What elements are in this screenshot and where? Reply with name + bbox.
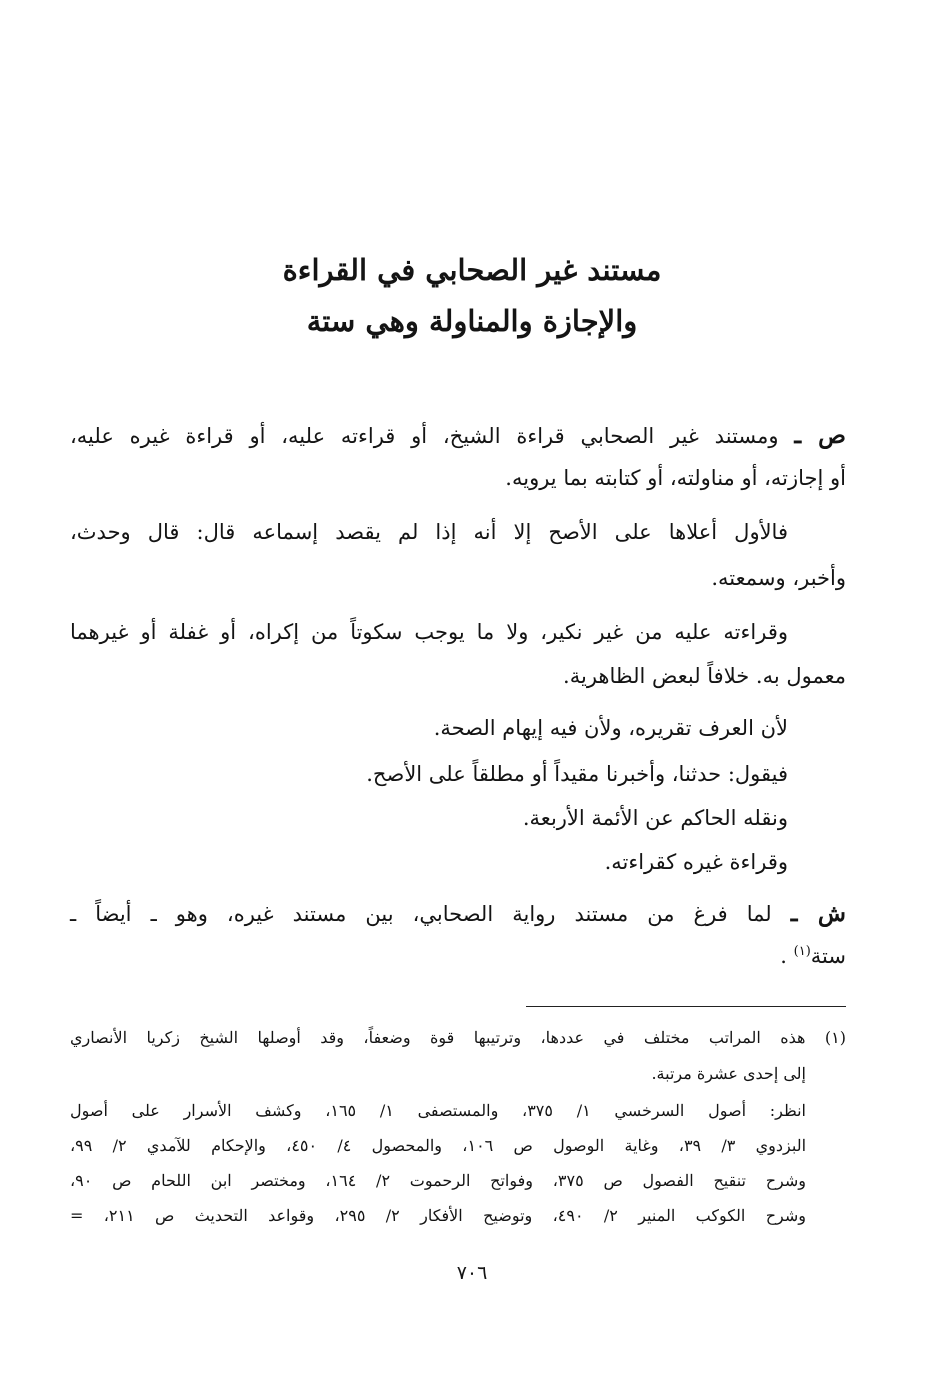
heading-line-1: مستند غير الصحابي في القراءة <box>282 253 662 287</box>
footnote-reference: (١) <box>793 944 811 959</box>
page-number: ٧٠٦ <box>456 1262 488 1284</box>
paragraph-text-line: فالأول أعلاها على الأصح إلا أنه إذا لم يقصد إسماعه قال: قال وحدث، <box>70 520 788 544</box>
footnote-line: وشرح تنقيح الفصول ص ٣٧٥، وفواتح الرحموت ٢/ ١٦٤، ومختصر ابن اللحام ص ٩٠، <box>70 1171 807 1190</box>
paragraph-text-line <box>70 422 846 449</box>
paragraph-text-line: وأخبر، وسمعته. <box>711 566 846 590</box>
paragraph-text: لما فرغ من مستند رواية الصحابي، بين مستند غيره، وهو ـ أيضاً ـ <box>70 902 772 926</box>
footnote-line: البزدوي ٣/ ٣٩، وغاية الوصول ص ١٠٦، والمحصول ٤/ ٤٥٠، والإحكام للآمدي ٢/ ٩٩، <box>70 1136 807 1155</box>
paragraph-text: ستة <box>810 944 846 968</box>
paragraph-text-line: ونقله الحاكم عن الأئمة الأربعة. <box>522 806 788 830</box>
paragraph-text-line: معمول به. خلافاً لبعض الظاهرية. <box>563 664 846 688</box>
paragraph-text: . <box>780 944 787 968</box>
paragraph-text-line: أو إجازته، أو مناولته، أو كتابته بما يرويه. <box>505 466 846 490</box>
paragraph-text-line: لأن العرف تقريره، ولأن فيه إيهام الصحة. <box>433 716 788 740</box>
paragraph-text-line: فيقول: حدثنا، وأخبرنا مقيداً أو مطلقاً على الأصح. <box>366 762 788 786</box>
footnote-separator <box>526 1006 846 1007</box>
paragraph-text-line: وقراءته عليه من غير نكير، ولا ما يوجب سكوتاً من إكراه، أو غفلة أو غيرهما <box>70 620 788 644</box>
paragraph-text: ومستند غير الصحابي قراءة الشيخ، أو قراءته عليه، أو قراءة غيره عليه، <box>70 424 779 448</box>
paragraph-text-line <box>70 900 846 927</box>
footnote-line: انظر: أصول السرخسي ١/ ٣٧٥، والمستصفى ١/ ١٦٥، وكشف الأسرار على أصول <box>70 1101 806 1120</box>
footnote-line: (١) هذه المراتب مختلف في عددها، وترتيبها قوة وضعفاً، وقد أوصلها الشيخ زكريا الأنصاري <box>70 1028 846 1047</box>
footnote-line: وشرح الكوكب المنير ٢/ ٤٩٠، وتوضيح الأفكار ٢/ ٢٩٥، وقواعد التحديث ص ٢١١، = <box>70 1206 807 1225</box>
heading-line-2: والإجازة والمناولة وهي ستة <box>306 304 638 338</box>
section-heading <box>96 245 848 347</box>
paragraph-text-line: وقراءة غيره كقراءته. <box>604 850 788 874</box>
paragraph-text-line <box>780 944 846 968</box>
text-marker-shin: ش ـ <box>790 900 847 927</box>
footnote-line: إلى إحدى عشرة مرتبة. <box>651 1064 806 1083</box>
text-marker-sad: ص ـ <box>794 422 846 449</box>
